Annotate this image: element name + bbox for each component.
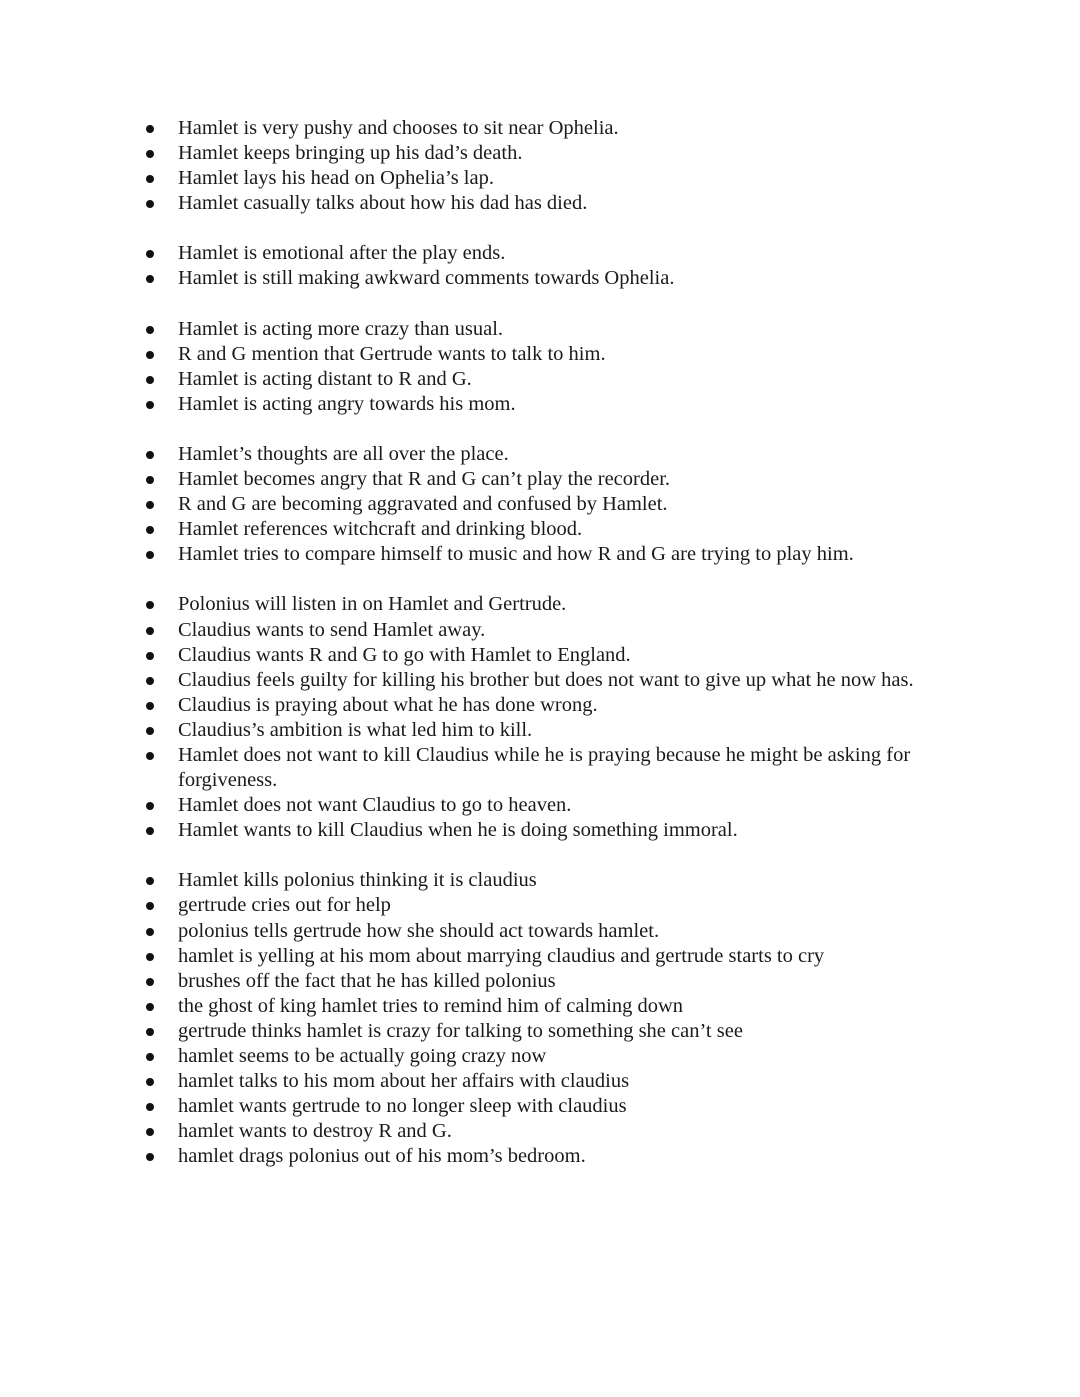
list-item: the ghost of king hamlet tries to remind him of calming down (0, 994, 1080, 1019)
list-item: R and G mention that Gertrude wants to talk to him. (0, 342, 1080, 367)
list-item: Hamlet kills polonius thinking it is claudius (0, 868, 1080, 893)
bullet-list-section (0, 592, 1080, 843)
bullet-list-section (0, 241, 1080, 291)
list-item: Hamlet is still making awkward comments towards Ophelia. (0, 266, 1080, 291)
bullet-list-section (0, 317, 1080, 417)
list-item: Hamlet is acting angry towards his mom. (0, 392, 1080, 417)
document-body (0, 116, 1080, 1194)
list-item: hamlet talks to his mom about her affairs with claudius (0, 1069, 1080, 1094)
list-item: Claudius wants R and G to go with Hamlet to England. (0, 643, 1080, 668)
list-item: Hamlet does not want Claudius to go to heaven. (0, 793, 1080, 818)
list-item: Claudius wants to send Hamlet away. (0, 618, 1080, 643)
list-item: gertrude thinks hamlet is crazy for talking to something she can’t see (0, 1019, 1080, 1044)
list-item: hamlet drags polonius out of his mom’s bedroom. (0, 1144, 1080, 1169)
list-item: hamlet wants gertrude to no longer sleep with claudius (0, 1094, 1080, 1119)
list-item: Claudius’s ambition is what led him to kill. (0, 718, 1080, 743)
list-item: R and G are becoming aggravated and confused by Hamlet. (0, 492, 1080, 517)
list-item: gertrude cries out for help (0, 893, 1080, 918)
list-item: hamlet is yelling at his mom about marrying claudius and gertrude starts to cry (0, 944, 1080, 969)
list-item: polonius tells gertrude how she should act towards hamlet. (0, 919, 1080, 944)
list-item: Hamlet is emotional after the play ends. (0, 241, 1080, 266)
list-item: brushes off the fact that he has killed polonius (0, 969, 1080, 994)
list-item: Hamlet’s thoughts are all over the place. (0, 442, 1080, 467)
list-item: Hamlet is very pushy and chooses to sit near Ophelia. (0, 116, 1080, 141)
list-item: Hamlet becomes angry that R and G can’t play the recorder. (0, 467, 1080, 492)
list-item: Polonius will listen in on Hamlet and Gertrude. (0, 592, 1080, 617)
list-item: Hamlet references witchcraft and drinking blood. (0, 517, 1080, 542)
bullet-list-section (0, 116, 1080, 216)
list-item: Hamlet tries to compare himself to music and how R and G are trying to play him. (0, 542, 1080, 567)
list-item: Hamlet is acting distant to R and G. (0, 367, 1080, 392)
list-item: Hamlet does not want to kill Claudius while he is praying because he might be asking for forgiveness. (0, 743, 1080, 793)
list-item: Hamlet wants to kill Claudius when he is doing something immoral. (0, 818, 1080, 843)
list-item: hamlet wants to destroy R and G. (0, 1119, 1080, 1144)
list-item: Claudius is praying about what he has done wrong. (0, 693, 1080, 718)
list-item: Claudius feels guilty for killing his brother but does not want to give up what he now has. (0, 668, 1080, 693)
bullet-list-section (0, 868, 1080, 1169)
list-item: hamlet seems to be actually going crazy now (0, 1044, 1080, 1069)
list-item: Hamlet keeps bringing up his dad’s death. (0, 141, 1080, 166)
bullet-list-section (0, 442, 1080, 567)
list-item: Hamlet lays his head on Ophelia’s lap. (0, 166, 1080, 191)
list-item: Hamlet casually talks about how his dad has died. (0, 191, 1080, 216)
list-item: Hamlet is acting more crazy than usual. (0, 317, 1080, 342)
